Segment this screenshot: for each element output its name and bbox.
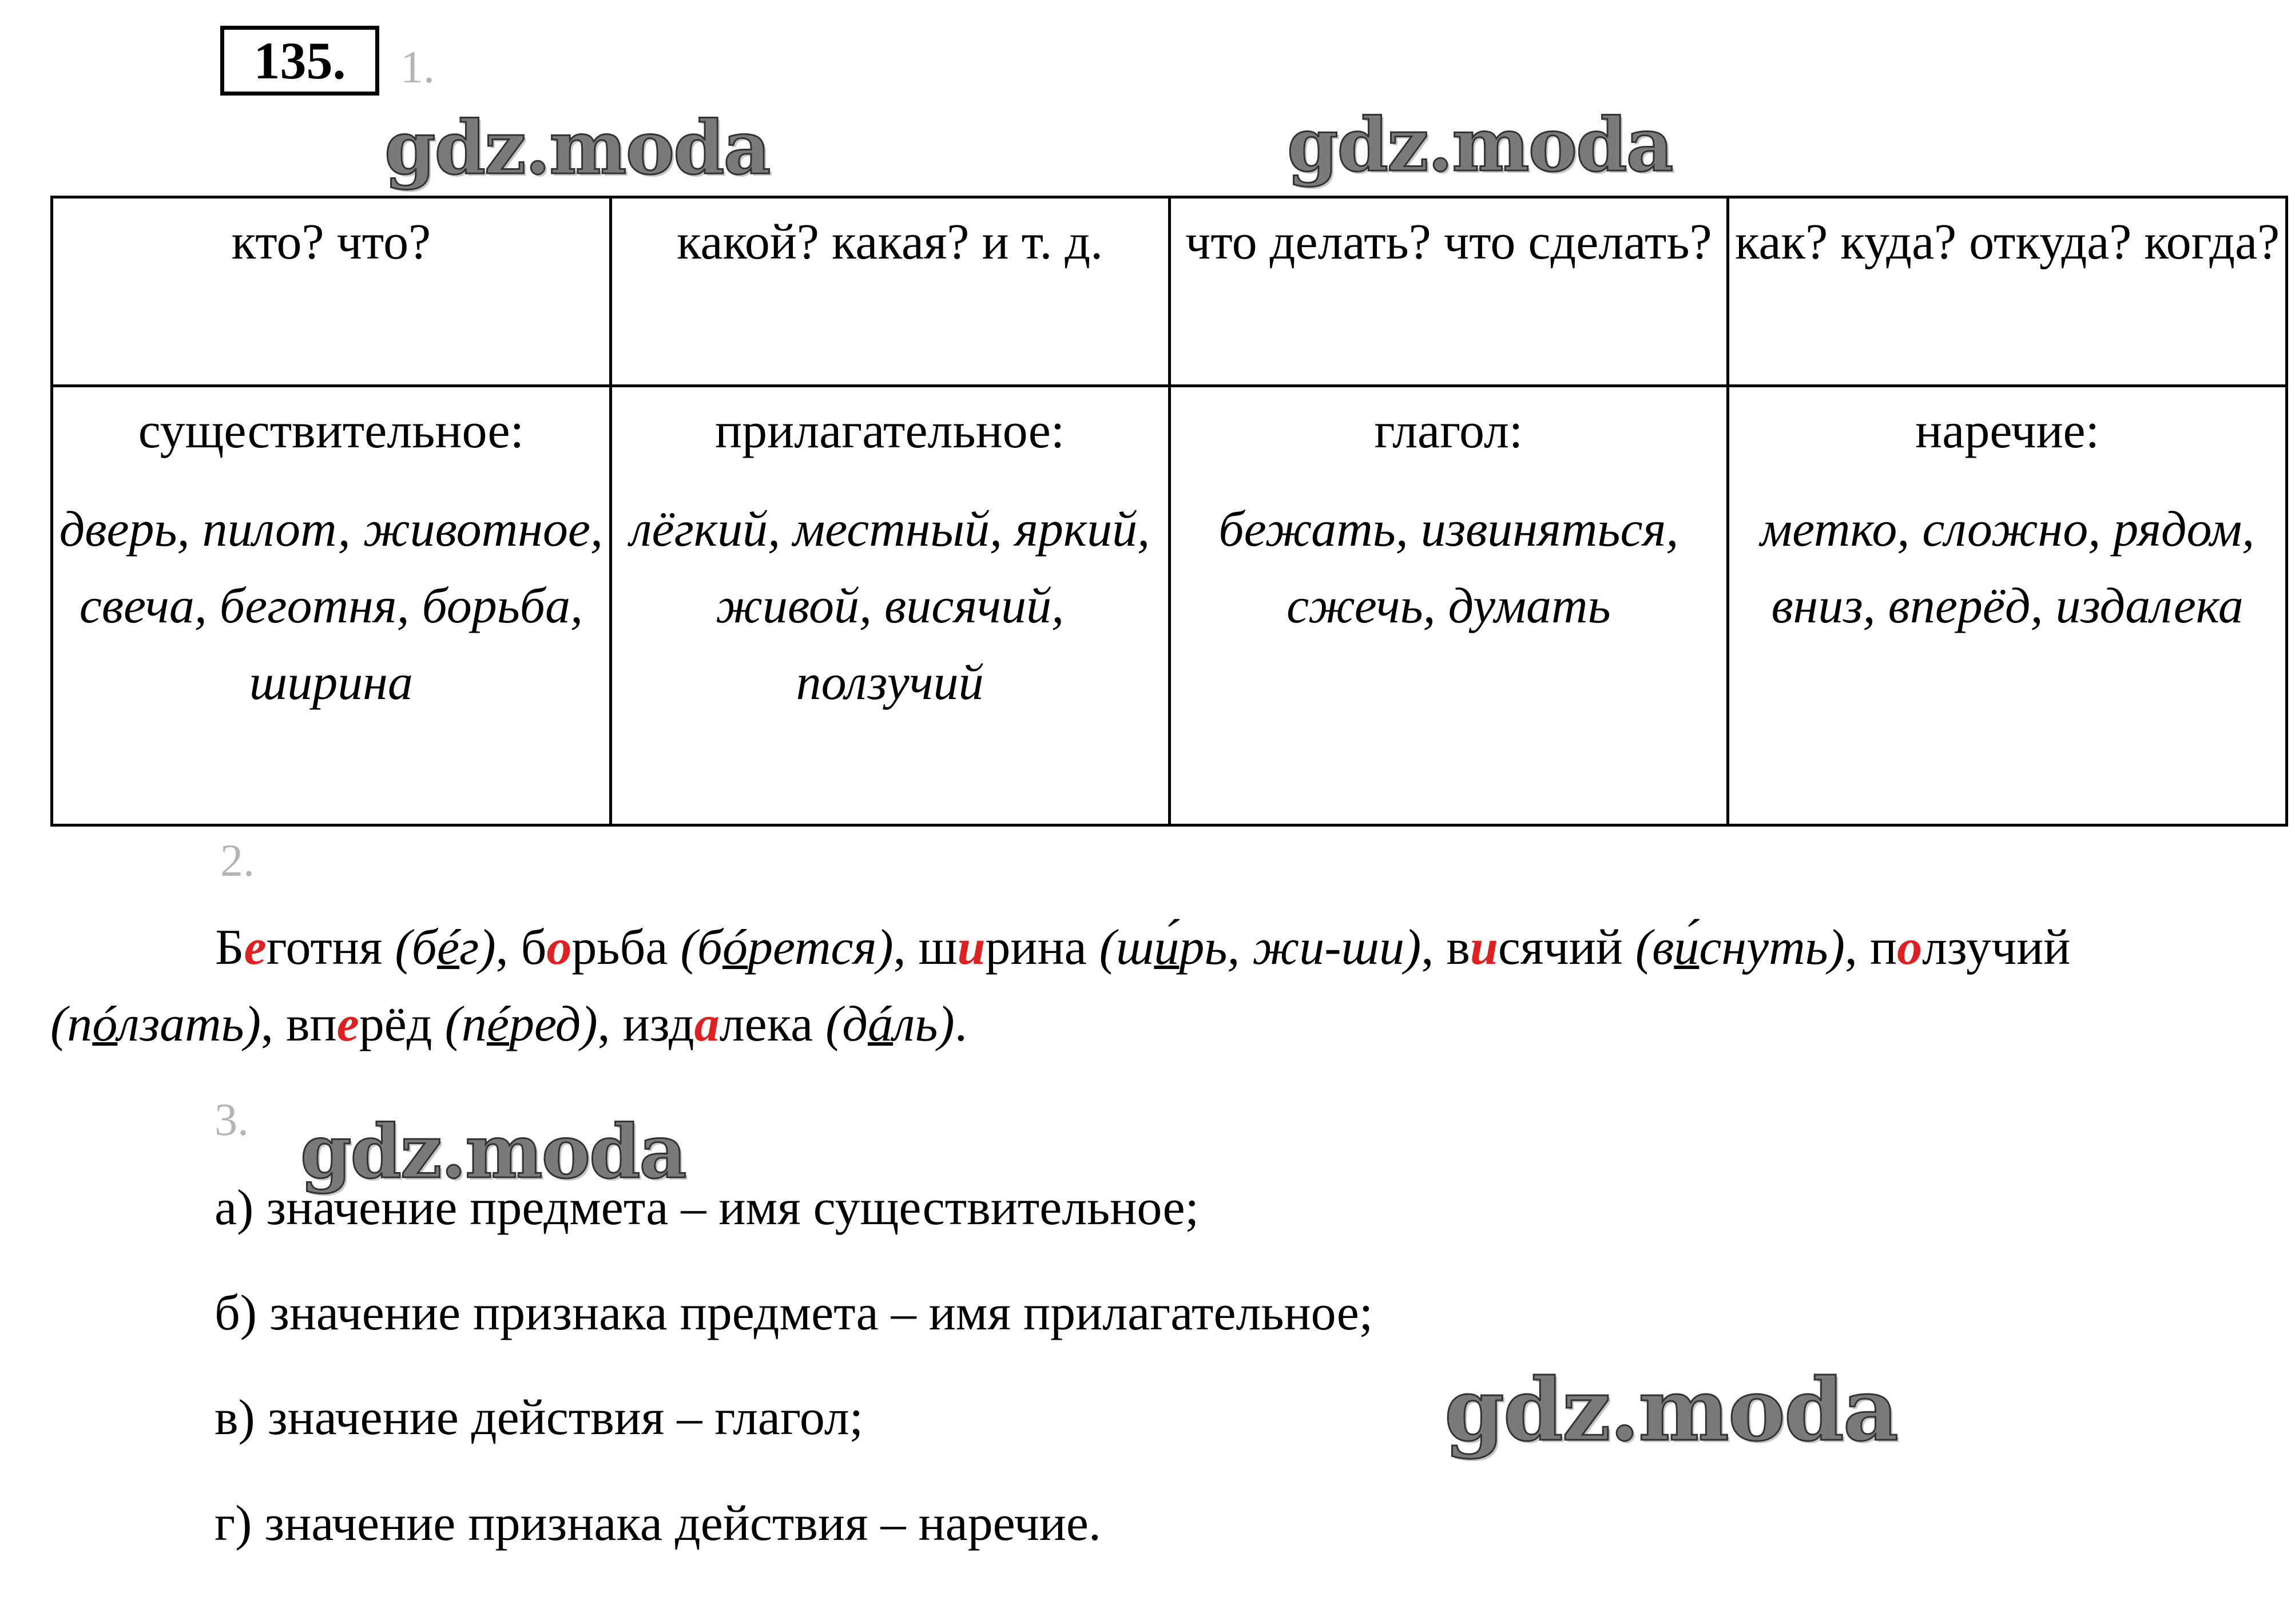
stressed-vowel: é (436, 920, 459, 975)
watermark-logo: gdz.moda (1444, 1360, 1898, 1460)
exercise-number: 135. (220, 26, 379, 96)
check-part: (п (444, 996, 487, 1052)
part-1-marker: 1. (400, 42, 435, 93)
example-words: бежать, извиняться, сжечь, думать (1218, 502, 1679, 634)
separator: , (1845, 920, 1871, 975)
stressed-vowel: и́ (1154, 920, 1180, 975)
word-part: лека (719, 996, 813, 1052)
stressed-vowel: и́ (1674, 920, 1700, 975)
part-of-speech-label: существительное: (138, 403, 525, 459)
word-part: Б (215, 920, 244, 975)
checked-word (215, 920, 382, 975)
check-part: (д (825, 996, 868, 1052)
word-part: в (1446, 920, 1470, 975)
check-word (825, 996, 955, 1052)
watermark-logo: gdz.moda (300, 1109, 686, 1195)
word-part: б (521, 920, 547, 975)
check-part: рь, жи-ши) (1179, 920, 1422, 975)
check-part: лзать) (117, 996, 261, 1052)
table-header-cell: какой? какая? и т. д. (610, 197, 1169, 386)
example-words: дверь, пилот, животное, свеча, беготня, борьба, ширина (59, 502, 603, 710)
unstressed-vowel: а (694, 996, 720, 1052)
separator: , (597, 996, 623, 1052)
check-word (445, 996, 598, 1052)
part-3-marker: 3. (215, 1095, 249, 1145)
checked-word (1870, 920, 2070, 975)
word-part: рина (985, 920, 1087, 975)
checked-word (919, 920, 1087, 975)
check-part: (п (50, 996, 93, 1052)
check-part: рется) (747, 920, 894, 975)
check-part: (в (1635, 920, 1674, 975)
word-part: рьба (571, 920, 668, 975)
checked-word (1446, 920, 1623, 975)
check-part: снуть) (1699, 920, 1845, 975)
table-cell (610, 386, 1169, 825)
table-body-row (52, 386, 2287, 825)
watermark-logo: gdz.moda (1287, 102, 1673, 188)
part-2-paragraph (50, 910, 2270, 1063)
check-part: (б (395, 920, 437, 975)
unstressed-vowel: е (336, 996, 359, 1052)
part-of-speech-label: прилагательное: (714, 403, 1065, 459)
table-header-cell: кто? что? (52, 197, 611, 386)
part-2-marker: 2. (220, 836, 255, 886)
table-header-cell: как? куда? откуда? когда? (1728, 197, 2287, 386)
part-3-item: а) значение предмета – имя существительное; (215, 1180, 1199, 1236)
check-word (1635, 920, 1845, 975)
check-part: ль) (892, 996, 955, 1052)
check-part: ред) (509, 996, 598, 1052)
watermark-logo: gdz.moda (384, 105, 770, 191)
word-part: готня (266, 920, 383, 975)
unstressed-vowel: о (1897, 920, 1923, 975)
word-part: п (1870, 920, 1897, 975)
stressed-vowel: ó (722, 920, 748, 975)
part-of-speech-label: наречие: (1915, 403, 2100, 459)
table-cell (1169, 386, 1728, 825)
table-header-cell: что делать? что сделать? (1169, 197, 1728, 386)
check-word (395, 920, 495, 975)
stressed-vowel: é (486, 996, 509, 1052)
word-part: изд (622, 996, 694, 1052)
check-word (1099, 920, 1422, 975)
check-part: (ш (1099, 920, 1154, 975)
separator: , (893, 920, 919, 975)
stressed-vowel: á (867, 996, 893, 1052)
part-3-item: г) значение признака действия – наречие. (215, 1496, 1101, 1551)
unstressed-vowel: и (1470, 920, 1498, 975)
table-header-row (52, 197, 2287, 386)
separator: . (954, 996, 967, 1052)
unstressed-vowel: е (244, 920, 267, 975)
check-word (680, 920, 893, 975)
part-3-item: б) значение признака предмета – имя прилагательное; (215, 1285, 1373, 1341)
check-word (50, 996, 261, 1052)
separator: , (1421, 920, 1447, 975)
example-words: метко, сложно, рядом, вниз, вперёд, издалека (1760, 502, 2255, 634)
word-part: вп (286, 996, 337, 1052)
checked-word (623, 996, 813, 1052)
word-part: сячий (1498, 920, 1623, 975)
example-words: лёгкий, местный, яркий, живой, висячий, ползучий (630, 502, 1150, 710)
word-part: лзучий (1922, 920, 2071, 975)
checked-word (521, 920, 668, 975)
check-part: г) (459, 920, 496, 975)
parts-of-speech-table (50, 196, 2288, 827)
table-cell (1728, 386, 2287, 825)
word-part: рёд (359, 996, 432, 1052)
unstressed-vowel: о (546, 920, 572, 975)
separator: , (495, 920, 521, 975)
part-3-item: в) значение действия – глагол; (215, 1390, 864, 1446)
separator: , (261, 996, 286, 1052)
part-of-speech-label: глагол: (1374, 403, 1523, 459)
checked-word (286, 996, 432, 1052)
stressed-vowel: ó (92, 996, 118, 1052)
unstressed-vowel: и (957, 920, 986, 975)
table-cell (52, 386, 611, 825)
word-part: ш (918, 920, 958, 975)
check-part: (б (680, 920, 722, 975)
